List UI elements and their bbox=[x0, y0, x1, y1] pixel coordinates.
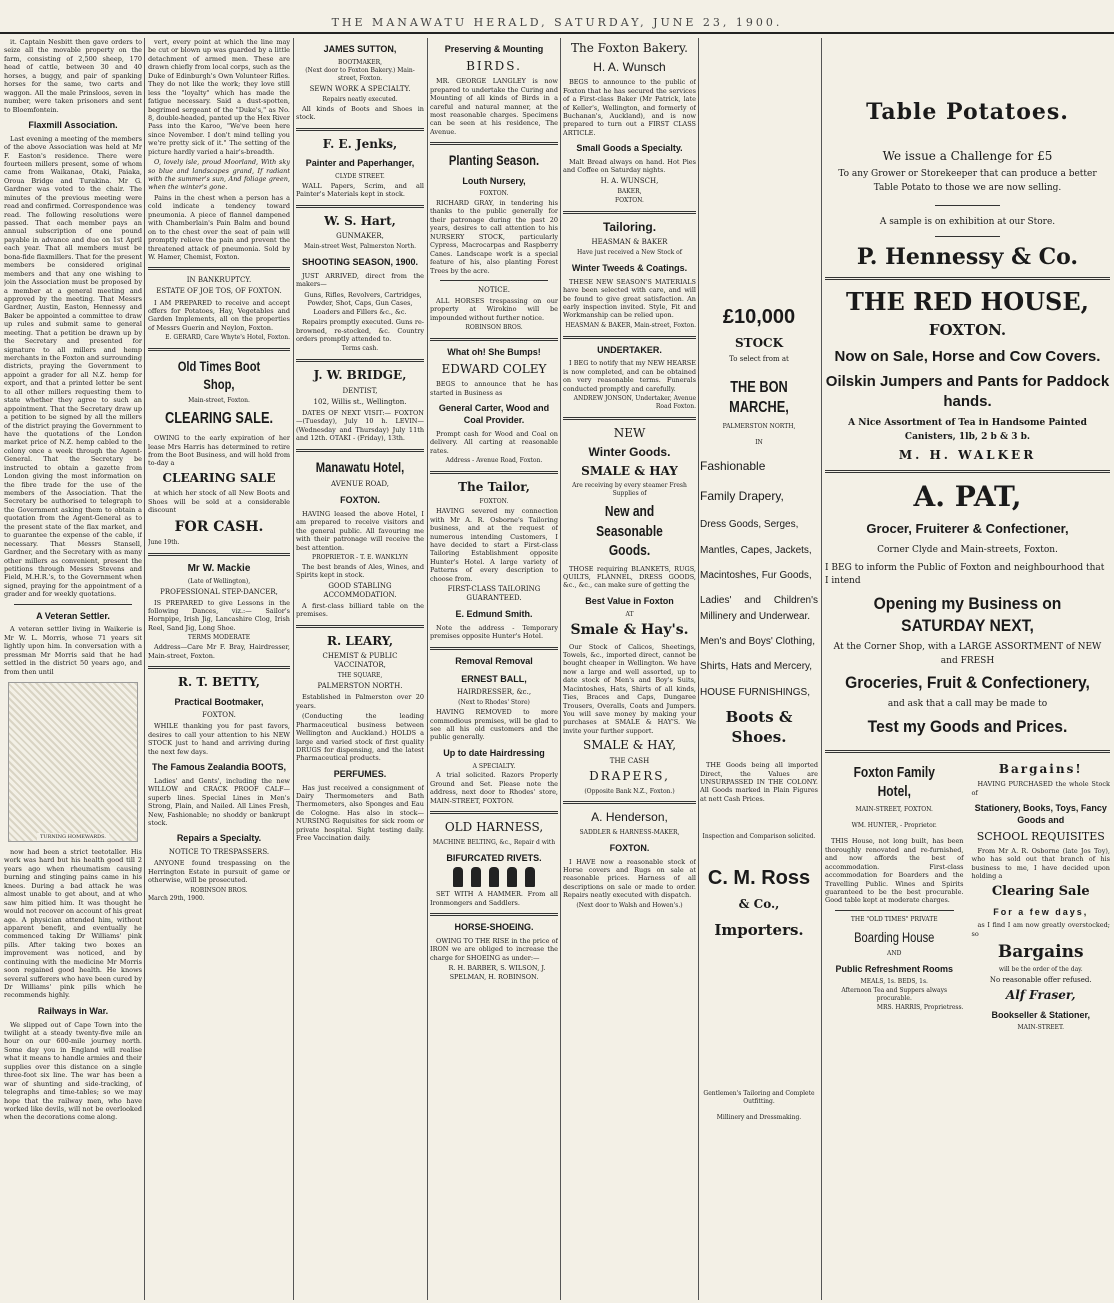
ad-address: AVENUE ROAD, bbox=[331, 479, 389, 488]
ad-heading: Opening my Business on SATURDAY NEXT, bbox=[873, 593, 1062, 635]
ad-signature: HEASMAN & BAKER, Main-street, Foxton. bbox=[565, 321, 696, 329]
article-text: Pains in the chest when a person has a cold indicate a tendency toward pneumonia. A piece of flannel dampened with Chamberlain's Pain Balm and bound on to the chest over the seat of pain will promptly relieve the pain and prevent the threatened attack of pneumonia. Sold by W. Hamer, Chemist, Foxton. bbox=[148, 193, 290, 261]
ad-address: PALMERSTON NORTH, bbox=[722, 423, 796, 431]
ad-text: Oilskin Jumpers and Pants for Paddock hands. bbox=[825, 373, 1110, 410]
rivet-icon bbox=[507, 867, 517, 887]
column-3 bbox=[296, 38, 424, 1300]
illustration-caption: TURNING HOMEWARDS. bbox=[37, 833, 109, 842]
ad-text: and ask that a call may be made to bbox=[887, 699, 1048, 710]
ad-text: The best brands of Ales, Wines, and Spirits kept in stock. bbox=[296, 562, 424, 580]
article-heading: Flaxmill Association. bbox=[28, 119, 118, 130]
column-1 bbox=[4, 38, 142, 1300]
ad-heading: UNDERTAKER. bbox=[597, 344, 662, 355]
ad-heading: J. W. BRIDGE, bbox=[313, 368, 407, 383]
ad-heading: What oh! She Bumps! bbox=[447, 347, 541, 358]
ad-text: Now on Sale, Horse and Cow Covers. bbox=[834, 347, 1101, 365]
ad-text: Has just received a consignment of Dairy Thermometers and Bath Thermometers, also Sponges and Eau de Cologne. Has also in stock—NURSING Requisites for sick room or private hospital. Sight testing daily. Free Vaccination daily. bbox=[296, 783, 424, 843]
article-text: vert, every point at which the line may be cut or blown up was guarded by a little detachment of armed men. These are drawn chiefly from local corps, such as the Duke of Edinburgh's Own Volunteer Rifles. They do not like the work; they love still less the "loyalty" which has made the fatigue necessary. Said a dust-spotten, begrimed sergeant of the "Duke's," as No. 8, double-headed, panted up the Hex River Pass into the Karoo, "We've been here since November. I don't mind telling you we're pretty sick of it." The setting of the picture hardly varied a hair's-breadth. bbox=[148, 38, 290, 156]
article-text: it. Captain Nesbitt then gave orders to seize all the movable property on the farm, consisting of 2,500 sheep, 170 head of cattle, between 30 and 40 horses, a buggy, and pair of spanking horses for the same, two carts and waggon. All the male Prinsloos, seven in number, were taken prisoners and sent to Bloemfontein. bbox=[4, 38, 142, 114]
ad-text: Established in Palmerston over 20 years. bbox=[296, 693, 424, 710]
ad-subheading: Public Refreshment Rooms bbox=[835, 963, 954, 974]
divider bbox=[14, 604, 132, 605]
rivet-icon bbox=[489, 867, 499, 887]
ad-subheading: (Late of Wellington), bbox=[187, 577, 251, 585]
ad-text: Millinery and Dressmaking. bbox=[716, 1113, 802, 1121]
ad-heading: The Foxton Bakery. bbox=[571, 41, 688, 55]
column-rule bbox=[698, 38, 699, 1300]
ad-signature: ROBINSON BROS. bbox=[190, 886, 248, 894]
ad-heading: ERNEST BALL, bbox=[461, 673, 527, 684]
article-text: We slipped out of Cape Town into the twilight at a steady twenty-five mile an hour on our 600-mile journey north. Some day you in England will realise what it means to handle armies and their supplies over this distance on a single three-foot six line. The war has been a war of shunting and side-tracking, of telegraphs and time-tables; so we may hope that the railway men, who have worked like devils, will not be overlooked when the decorations come along. bbox=[4, 1020, 142, 1122]
ad-subheading: Winter Tweeds & Coatings. bbox=[571, 262, 688, 273]
ad-heading: THE RED HOUSE, bbox=[845, 287, 1090, 317]
ad-heading: & Co., bbox=[738, 897, 780, 912]
ad-text: THE Goods being all imported Direct, the Values are UNSURPASSED IN THE COLONY. All Goods marked in Plain Figures at nett Cash Prices. bbox=[700, 761, 818, 803]
ad-heading: R. T. BETTY, bbox=[178, 675, 260, 690]
ad-signature: M. H. WALKER bbox=[898, 448, 1037, 463]
ad-text: No reasonable offer refused. bbox=[989, 975, 1092, 984]
ad-prices: MEALS, 1s. BEDS, 1s. bbox=[860, 978, 928, 986]
column-5 bbox=[563, 38, 696, 1300]
spacer bbox=[700, 38, 818, 298]
ad-heading: Table Potatoes. bbox=[866, 99, 1069, 125]
ad-subheading: GOOD STABLING ACCOMMODATION. bbox=[323, 581, 397, 599]
ad-address: Address - Avenue Road, Foxton. bbox=[445, 457, 543, 464]
ad-subheading: PROFESSIONAL STEP-DANCER, bbox=[160, 587, 278, 596]
ad-subheading: Up to date Hairdressing bbox=[443, 747, 545, 758]
ad-town: FOXTON. bbox=[479, 190, 509, 198]
ad-subheading: THE "OLD TIMES" PRIVATE bbox=[850, 915, 938, 923]
ad-text: Malt Bread always on hand. Hot Pies and Coffee on Saturday nights. bbox=[563, 157, 696, 175]
ad-address: (Next door to Walsh and Howen's.) bbox=[576, 901, 683, 909]
ad-text: At the Corner Shop, with a LARGE ASSORTMENT of NEW and FRESH bbox=[833, 642, 1102, 666]
ad-subheading: SEWN WORK A SPECIALTY. bbox=[309, 85, 411, 94]
divider bbox=[148, 348, 290, 351]
masthead bbox=[0, 0, 1114, 34]
ad-heading: NOTICE TO TRESPASSERS. bbox=[168, 848, 270, 857]
ad-text: To select from at bbox=[729, 354, 789, 363]
ad-text: I BEG to inform the Public of Foxton and neighbourhood that I intend bbox=[825, 562, 1105, 587]
ad-text: (Conducting the leading Pharmaceutical business between Wellington and Auckland.) HOLDS a large and varied stock of first quality DRUGS for dispensing, and the latest Pharmaceutical products. bbox=[296, 712, 424, 763]
ad-heading: For a few days, bbox=[993, 906, 1089, 917]
ad-subheading: Stationery, Books, Toys, Fancy Goods and bbox=[974, 803, 1107, 825]
ad-heading: Preserving & Mounting bbox=[444, 44, 544, 54]
ad-text: as I find I am now greatly overstocked; so bbox=[971, 921, 1110, 938]
divider bbox=[440, 280, 548, 281]
rivet-icon bbox=[453, 867, 463, 887]
divider bbox=[430, 142, 558, 145]
divider bbox=[296, 205, 424, 208]
ad-text: ANYONE found trespassing on the Herrington Estate in pursuit of game or otherwise, will be prosecuted. bbox=[148, 859, 290, 885]
rivet-icon bbox=[471, 867, 481, 887]
ad-text: Ladies' and Gents', including the new WILLOW and CRACK PROOF CALF—superb lines. Special Lines in Men's Strong, Plain, and Nailed. All Lines Fresh, New, Fashionable; no shoddy or bankrupt stock. bbox=[148, 776, 290, 828]
article-text: A veteran settler living in Waikerie is Mr W. L. Morris, whose 71 years sit lightly upon him. In conversation with a pressman Mr Morris said that he had settled in the district 50 years ago, and from then until bbox=[4, 625, 142, 676]
rivet-icon bbox=[525, 867, 535, 887]
divider bbox=[296, 128, 424, 131]
ad-heading: The Tailor, bbox=[458, 479, 530, 494]
ad-address: 102, Willis st., Wellington. bbox=[313, 397, 407, 406]
ad-subheading: HAIRDRESSER, &c., bbox=[456, 688, 532, 697]
ad-subheading: Painter and Paperhanger, bbox=[305, 158, 415, 169]
ad-list-item: Men's and Boys' Clothing, bbox=[700, 635, 815, 647]
divider bbox=[563, 801, 696, 804]
ad-text: MR. GEORGE LANGLEY is now prepared to undertake the Curing and Mounting of all kinds of Birds in a careful and natural manner, at the most reasonable charges. Specimens can be seen at his residence, The Avenue. bbox=[430, 77, 558, 136]
ad-signature: E. Edmund Smith. bbox=[455, 609, 533, 620]
ad-list-item: HOUSE FURNISHINGS, bbox=[700, 686, 811, 698]
ad-text: OWING to the early expiration of her lease Mrs Harris has determined to retire from the Boot Business, and will hold from to-day a bbox=[148, 434, 290, 468]
ad-list-item: Shirts, Hats and Mercery, bbox=[700, 661, 813, 673]
column-rule bbox=[821, 38, 822, 1300]
ad-heading: Alf Fraser, bbox=[1005, 988, 1076, 1003]
ad-heading: BIFURCATED RIVETS. bbox=[446, 852, 542, 863]
ad-heading: Mr W. Mackie bbox=[187, 562, 251, 574]
ad-town: FOXTON. bbox=[340, 495, 380, 506]
ad-text: HAVING REMOVED to more commodious premises, will be glad to see all his old customers and the public generally. bbox=[430, 708, 558, 742]
ad-heading: FOR CASH. bbox=[174, 518, 264, 535]
ad-subheading: PERFUMES. bbox=[333, 768, 387, 779]
ad-address: Main-street West, Palmerston North. bbox=[303, 243, 416, 251]
ad-heading: Bargains! bbox=[998, 761, 1083, 776]
ad-date: June 19th. bbox=[148, 538, 180, 546]
divider bbox=[825, 750, 1110, 753]
ad-address: MAIN-STREET, FOXTON. bbox=[855, 805, 933, 813]
ad-heading: F. E. Jenks, bbox=[322, 136, 398, 151]
ad-text: AND bbox=[887, 949, 902, 957]
divider bbox=[430, 338, 558, 341]
ad-heading: BIRDS. bbox=[466, 58, 522, 73]
ad-heading: CLEARING SALE. bbox=[164, 410, 274, 428]
ad-text: Repairs promptly executed. Guns re-browned, re-stocked, &c. Country orders promptly attended to. bbox=[296, 318, 424, 344]
article-heading: Railways in War. bbox=[37, 1005, 109, 1016]
divider bbox=[563, 417, 696, 420]
ad-address: (Next to Rhodes' Store) bbox=[458, 699, 530, 707]
ad-address: (Opposite Bank N.Z., Foxton.) bbox=[584, 787, 675, 795]
ad-subheading: THE CASH bbox=[609, 756, 650, 765]
ad-list-item: Macintoshes, Fur Goods, bbox=[700, 570, 812, 582]
ad-text: Have just received a New Stock of bbox=[577, 249, 682, 257]
ad-text: I BEG to notify that my NEW HEARSE is now completed, and can be obtained on very reasonable terms. Funerals conducted promptly and carefully. bbox=[563, 359, 696, 393]
ad-text: DATES OF NEXT VISIT:— FOXTON—(Tuesday), July 10 h. LEVIN—(Wednesday and Thursday) July 11th and 12th. OTAKI - (Friday), 13th. bbox=[296, 409, 424, 443]
ad-text: Our Stock of Calicos, Sheetings, Towels, &c., imported direct, cannot be bought cheaper in Wellington. We have now a large and well assorted, up to date stock of Men's and Boy's Suits, Macintoshes, Hats, Shirts of all kinds, Ties, Braces and Caps, Dungaree Trousers, Overalls, Coats and Jumpers. You will save money by making your purchases at SMALE & HAY'S. We invite your further support. bbox=[563, 642, 696, 735]
column-rule bbox=[427, 38, 428, 1300]
ad-heading: W. S. Hart, bbox=[324, 213, 396, 228]
divider bbox=[563, 336, 696, 339]
article-text: now had been a strict teetotaller. His work was hard but his health good till 2 years ago when rheumatism causing burning and stinging pains came in his knees. During a bad attack he was almost unable to get about, and at who saw him pitied him. It was thought he would not recover on account of his great age. A physician attended him, without apparent benefit, and eventually he commenced taking Dr Williams' pink pills. After taking two boxes an improvement was noticed, and by continuing with the medicine Mr Morris soon regained good health. He knows several sufferers who have been cured by Dr Williams' pink pills which he recommends highly. bbox=[4, 848, 142, 1000]
ad-heading: Smale & Hay's. bbox=[570, 622, 689, 639]
ad-heading: IN BANKRUPTCY. bbox=[186, 276, 252, 285]
article-heading: A Veteran Settler. bbox=[36, 610, 110, 621]
ad-address: MAIN-STREET. bbox=[1017, 1024, 1065, 1032]
ad-subheading: GUNMAKER, bbox=[336, 232, 384, 241]
ad-signature: ROBINSON BROS. bbox=[465, 324, 523, 332]
ad-heading: Planting Season. bbox=[448, 152, 540, 169]
ad-text: I HAVE now a reasonable stock of Horse covers and Rugs on sale at reasonable prices. Harness of all descriptions on sale or made to order. Repairs neatly executed with dispatch. bbox=[563, 857, 696, 900]
ad-text: From Mr A. R. Osborne (late Jos Toy), who has sold out that branch of his business to me, I have decided upon holding a bbox=[971, 846, 1110, 881]
ad-subheading: Practical Bootmaker, bbox=[174, 696, 264, 707]
ad-text: BEGS to announce to the public of Foxton that he has secured the services of a First-class Baker (Mr Patrick, late of Keller's, Wellington, and formerly of Buchanan's, Auckland), and is now prepared to turn out a FIRST CLASS ARTICLE. bbox=[563, 78, 696, 137]
ad-heading: R. LEARY, bbox=[326, 633, 394, 648]
ad-text: ALL HORSES trespassing on our property at Wirokino will be impounded without further notice. bbox=[430, 297, 558, 322]
ad-text: HAVING leased the above Hotel, I am prepared to receive visitors and the general public. All favouring me with their patronage will receive the best attention. bbox=[296, 509, 424, 552]
ad-text: THOSE requiring BLANKETS, RUGS, QUILTS, FLANNEL, DRESS GOODS, &c., &c., can make sure of getting the bbox=[563, 564, 696, 590]
ad-heading: STOCK bbox=[734, 336, 784, 350]
ad-text: A first-class billiard table on the premises. bbox=[296, 601, 424, 619]
ad-subheading: MACHINE BELTING, &c., Repair d with bbox=[432, 838, 556, 846]
ad-list-item: Family Drapery, bbox=[700, 489, 784, 504]
ad-text: All kinds of Boots and Shoes in stock. bbox=[296, 104, 424, 122]
ad-text: WALL Papers, Scrim, and all Painter's Materials kept in stock. bbox=[296, 181, 424, 199]
ad-heading: A. Henderson, bbox=[591, 810, 668, 825]
hotel-ad bbox=[825, 759, 964, 1033]
ad-town: FOXTON. bbox=[615, 196, 644, 204]
poem: O, lovely isle, proud Moorland, With sky so blue and landscapes grand, If radiant with the summer's sun, And foliage green, when the winter's gone. bbox=[148, 158, 290, 192]
column-4 bbox=[430, 38, 558, 1300]
column-2 bbox=[148, 38, 290, 1300]
ad-heading: DRAPERS, bbox=[589, 769, 670, 784]
ad-text: JUST ARRIVED, direct from the makers— bbox=[296, 271, 424, 289]
ad-subheading: Best Value in Foxton bbox=[585, 595, 674, 606]
column-rule bbox=[144, 38, 145, 1300]
column-rule bbox=[293, 38, 294, 1300]
ad-heading: SCHOOL REQUISITES bbox=[976, 829, 1105, 843]
ad-text: Repairs neatly executed. bbox=[322, 96, 398, 104]
ad-list-item: Dress Goods, Serges, bbox=[700, 519, 799, 531]
divider bbox=[835, 910, 954, 911]
ad-heading: HORSE-SHOEING. bbox=[454, 922, 534, 933]
ad-text: THIS House, not long built, has been thoroughly renovated and re-furnished, and now affords the best of accommodation. First-class accommodation for Boarders and the Travelling Public. Wines and Spirits guaranteed to be the best procurable. Good table kept at moderate charges. bbox=[825, 837, 964, 905]
ad-text: will be the order of the day. bbox=[998, 966, 1083, 974]
ad-heading: NOTICE. bbox=[478, 285, 510, 294]
ad-subheading: FIRST-CLASS TAILORING GUARANTEED. bbox=[447, 585, 541, 603]
ad-text: OWING TO THE RISE in the price of IRON we are obliged to increase the charge for SHOEING as under:— bbox=[430, 936, 558, 962]
ad-subheading: SHOOTING SEASON, 1900. bbox=[301, 257, 419, 268]
ad-date: March 29th, 1900. bbox=[148, 895, 205, 903]
ad-heading: Repairs a Specialty. bbox=[176, 833, 262, 844]
ad-heading: Groceries, Fruit & Confectionery, bbox=[845, 673, 1090, 693]
ad-proprietor: WM. HUNTER, - Proprietor. bbox=[851, 821, 937, 829]
divider bbox=[296, 359, 424, 362]
ad-text: A trial solicited. Razors Properly Ground and Set. Please note the address, next door to Rhodes' store, MAIN-STREET, FOXTON. bbox=[430, 771, 558, 805]
ad-text: Afternoon Tea and Suppers always procurable. bbox=[841, 987, 948, 1002]
ad-heading: Boarding House bbox=[854, 928, 935, 945]
ad-text: A sample is on exhibition at our Store. bbox=[879, 217, 1056, 228]
ad-heading: THE BON MARCHE, bbox=[729, 378, 789, 417]
ad-text: IN bbox=[755, 439, 763, 447]
ad-heading: Tailoring. bbox=[602, 219, 657, 234]
divider bbox=[935, 205, 1000, 206]
divider bbox=[148, 553, 290, 556]
ad-signature: ANDREW JONSON, Undertaker, Avenue Road Foxton. bbox=[573, 395, 696, 410]
ad-town: FOXTON. bbox=[202, 711, 236, 720]
ad-heading: H. A. Wunsch bbox=[593, 59, 666, 74]
spacer bbox=[825, 38, 1110, 92]
ad-heading: Boots & Shoes. bbox=[725, 708, 793, 746]
ad-text: at which her stock of all New Boots and Shoes will be sold at a considerable discount bbox=[148, 489, 290, 515]
ad-subheading: BAKER, bbox=[617, 187, 642, 195]
ad-address: Main-street, Foxton. bbox=[188, 397, 250, 405]
ad-signature: MRS. HARRIS, Proprietress. bbox=[876, 1003, 964, 1011]
ad-subheading: CHEMIST & PUBLIC VACCINATOR, bbox=[322, 652, 398, 670]
ad-subheading: A SPECIALTY. bbox=[472, 762, 516, 770]
ad-text: Are receiving by every steamer Fresh Supplies of bbox=[572, 482, 687, 498]
bargains-ad bbox=[972, 759, 1111, 1033]
ad-text: HAVING PURCHASED the whole Stock of bbox=[971, 780, 1110, 797]
rivet-illustration bbox=[430, 867, 558, 887]
ad-signature: R. H. BARBER, S. WILSON, J. SPELMAN, H. ROBINSON. bbox=[448, 964, 546, 981]
ad-text: Note the address - Temporary premises opposite Hunter's Hotel. bbox=[430, 624, 558, 641]
ad-list-item: Fashionable bbox=[700, 458, 766, 473]
ad-text: RICHARD GRAY, in tendering his thanks to the public generally for their patronage during the past 20 years, desires to call attention to his NURSERY STOCK, particularly Cypress, Macrocarpas and Raspberry Canes. Landscape work is a special feature of his, also planting Forest Trees by the acre. bbox=[430, 199, 558, 275]
ad-amount: £10,000 bbox=[722, 306, 796, 328]
ad-heading: Test my Goods and Prices. bbox=[867, 716, 1068, 736]
ad-text: Inspection and Comparison solicited. bbox=[702, 833, 816, 841]
ad-proprietor: PROPRIETOR - T. E. WANKLYN bbox=[312, 553, 408, 561]
ad-text: HAVING severed my connection with Mr A. R. Osborne's Tailoring business, and at the request of numerous intending Customers, I have decided to start a First-class Tailoring Establishment opposite Hunter's Hotel. A large variety of Patterns of every description to choose from. bbox=[430, 507, 558, 583]
ad-subheading: Small Goods a Specialty. bbox=[576, 143, 683, 154]
ad-signature: H. A. WUNSCH, bbox=[600, 176, 659, 185]
ad-signature: E. GERARD, Care Whyte's Hotel, Foxton. bbox=[165, 334, 290, 342]
ad-subheading: DENTIST, bbox=[342, 386, 378, 395]
ad-heading: A. PAT, bbox=[913, 480, 1022, 514]
illustration-image bbox=[8, 682, 138, 842]
divider bbox=[825, 277, 1110, 280]
ad-heading: JAMES SUTTON, bbox=[323, 44, 397, 54]
divider bbox=[935, 236, 1000, 237]
divider bbox=[430, 471, 558, 474]
ad-text: SET WITH A HAMMER. From all Ironmongers and Saddlers. bbox=[430, 890, 558, 907]
ad-heading: Clearing Sale bbox=[991, 883, 1090, 899]
ad-address: THE SQUARE, bbox=[337, 672, 383, 680]
divider bbox=[148, 267, 290, 270]
ad-text: Gentlemen's Tailoring and Complete Outfitting. bbox=[703, 1090, 815, 1105]
ad-subheading: General Carter, Wood and Coal Provider. bbox=[438, 403, 550, 425]
ad-text: IS PREPARED to give Lessons in the following Dances, viz.:— Sailor's Hornpipe, Irish Jig, Lancashire Clog, Irish Reel, Sand Jig, Long Shoe. bbox=[148, 598, 290, 632]
ad-town: FOXTON. bbox=[479, 498, 509, 506]
ad-text: AT bbox=[625, 610, 634, 618]
ad-heading: C. M. Ross bbox=[707, 867, 811, 890]
divider bbox=[430, 811, 558, 814]
ad-town: PALMERSTON NORTH. bbox=[317, 682, 403, 691]
ad-list bbox=[700, 451, 818, 705]
ad-text: WHILE thanking you for past favors, desires to call your attention to his NEW STOCK just to hand and arriving during the next few days. bbox=[148, 722, 290, 756]
ad-text: Address—Care Mr F. Bray, Hairdresser, Main-street, Foxton. bbox=[148, 643, 290, 660]
divider bbox=[430, 647, 558, 650]
divider bbox=[296, 625, 424, 628]
ad-town: FOXTON. bbox=[609, 842, 650, 853]
ad-heading: SMALE & HAY bbox=[581, 463, 678, 478]
article-text: Last evening a meeting of the members of the above Association was held at Mr F. Easton's residence. There were fourteen millers present, some of whom came from Waikanae, Otaki, Paiaka, Oroua Bridge and Turakina. Mr G. Gardner was voted to the chair. The minutes of the previous meeting were read and confirmed. Correspondence was read. The following resolutions were passed. That each member pays an annual subscription of one pound payable in advance and due on 1st April each year. That all members must be bona-fide flaxmillers. That for the present members be considered original members and that any one wishing to join the Association must be proposed by a member at a general meeting and approved by the meeting. That Messrs Gardner, Austin, Easton, Hennessy and Baker be appointed a committee to draw up rules and submit same to general meeting. That a petition be drawn up by the Secretary and presented for signature to all millers and hemp merchants in the Foxton and surrounding districts, praying the Government to appoint a grader for all N.Z. hemp for export, and that a printed letter be sent to all other millers requesting them to state whether they agree to such an appointment. That the Secretary draw up a petition to be signed by all the millers of the district praying the Government to have the quotations of the London market price of N.Z. hemp cabled to the colony once a week through the Agent-General. That the Secretary be instructed to obtain a gazette from London giving the most information on the fibre trade for the use of the members of the Association. That the Secretary be authorised to telegraph to the Government asking them to obtain a quotation from the Agent-General as to the present state of the flax market, and to guarantee the expense of the cable, if necessary. That Messrs Stansell, Gardner, and the Secretary with as many other millers as convenient, present the petitions through Messrs Stevens and Field, M.H.R.'s, to the Government when signed, praying for the appointment of a grader and for weekly quotations. bbox=[4, 134, 142, 599]
ad-text: I AM PREPARED to receive and accept offers for Potatoes, Hay, Vegetables and Garden Implements, all on the properties of Messrs Guerin and Neylon, Foxton. bbox=[148, 298, 290, 332]
ad-heading: OLD HARNESS, bbox=[444, 820, 544, 835]
ad-text: A Nice Assortment of Tea in Handsome Painted Canisters, 1lb, 2 b & 3 b. bbox=[848, 418, 1087, 442]
ad-list-item: Ladies' and Children's Millinery and Underwear. bbox=[700, 594, 818, 622]
ad-heading: Bargains bbox=[997, 942, 1084, 963]
ad-subheading: ESTATE OF JOE TOS, OF FOXTON. bbox=[156, 287, 282, 296]
ad-heading: The Famous Zealandia BOOTS, bbox=[151, 762, 287, 773]
ad-text: Prompt cash for Wood and Coal on delivery. All carting at reasonable rates. bbox=[430, 429, 558, 455]
divider bbox=[825, 470, 1110, 473]
column-7 bbox=[825, 38, 1110, 1300]
ad-heading: Foxton Family Hotel, bbox=[853, 763, 935, 801]
ad-list: Guns, Rifles, Revolvers, Cartridges, Powder, Shot, Caps, Gun Cases, Loaders and Fillers &c., &c. bbox=[304, 290, 422, 316]
ad-address: CLYDE STREET. bbox=[335, 173, 385, 181]
column-rule bbox=[560, 38, 561, 1300]
ad-heading: EDWARD COLEY bbox=[441, 361, 547, 376]
divider bbox=[430, 913, 558, 916]
ad-heading: Manawatu Hotel, bbox=[315, 458, 405, 475]
ad-text: BEGS to announce that he has started in Business as bbox=[430, 380, 558, 397]
divider bbox=[148, 666, 290, 669]
ad-subheading: Bookseller & Stationer, bbox=[991, 1009, 1091, 1020]
ad-subheading: BOOTMAKER, bbox=[337, 58, 383, 66]
divider bbox=[296, 449, 424, 452]
ad-text: To any Grower or Storekeeper that can produce a better Table Potato to those we are now selling. bbox=[838, 169, 1097, 193]
ad-heading: Removal Removal bbox=[455, 655, 533, 666]
column-6 bbox=[700, 38, 818, 1300]
ad-heading: Old Times Boot Shop, bbox=[177, 358, 261, 393]
ads-row bbox=[825, 759, 1110, 1033]
ad-heading: We issue a Challenge for £5 bbox=[882, 148, 1053, 163]
ad-text: THESE NEW SEASON'S MATERIALS have been selected with care, and will be found to give great satisfaction. An early inspection invited. Style, Fit and Workmanship can be relied upon. bbox=[563, 277, 696, 320]
masthead-title: THE MANAWATU HERALD, SATURDAY, JUNE 23, 1900. bbox=[331, 16, 783, 29]
ad-address: (Next door to Foxton Bakery.) Main-street, Foxton. bbox=[305, 67, 415, 83]
ad-heading: New and Seasonable Goods. bbox=[596, 503, 663, 560]
ad-heading: NEW bbox=[613, 425, 646, 440]
ad-heading: SMALE & HAY, bbox=[582, 738, 677, 753]
divider bbox=[563, 211, 696, 214]
ad-subheading: HEASMAN & BAKER bbox=[591, 238, 668, 247]
ad-town: FOXTON. bbox=[928, 321, 1007, 340]
ad-subheading: SADDLER & HARNESS-MAKER, bbox=[579, 829, 680, 837]
ad-terms: Terms cash. bbox=[341, 345, 379, 353]
ad-heading: Importers. bbox=[714, 920, 804, 939]
ad-terms: TERMS MODERATE bbox=[187, 634, 251, 642]
ad-subheading: Grocer, Fruiterer & Confectioner, bbox=[866, 521, 1069, 537]
ad-list-item: Mantles, Capes, Jackets, bbox=[700, 544, 812, 556]
ad-address: Corner Clyde and Main-streets, Foxton. bbox=[877, 545, 1058, 556]
ad-heading: P. Hennessy & Co. bbox=[856, 243, 1079, 270]
ad-heading: Winter Goods. bbox=[588, 445, 671, 460]
ad-subheading: Louth Nursery, bbox=[462, 175, 526, 186]
ad-heading: CLEARING SALE bbox=[162, 470, 276, 485]
